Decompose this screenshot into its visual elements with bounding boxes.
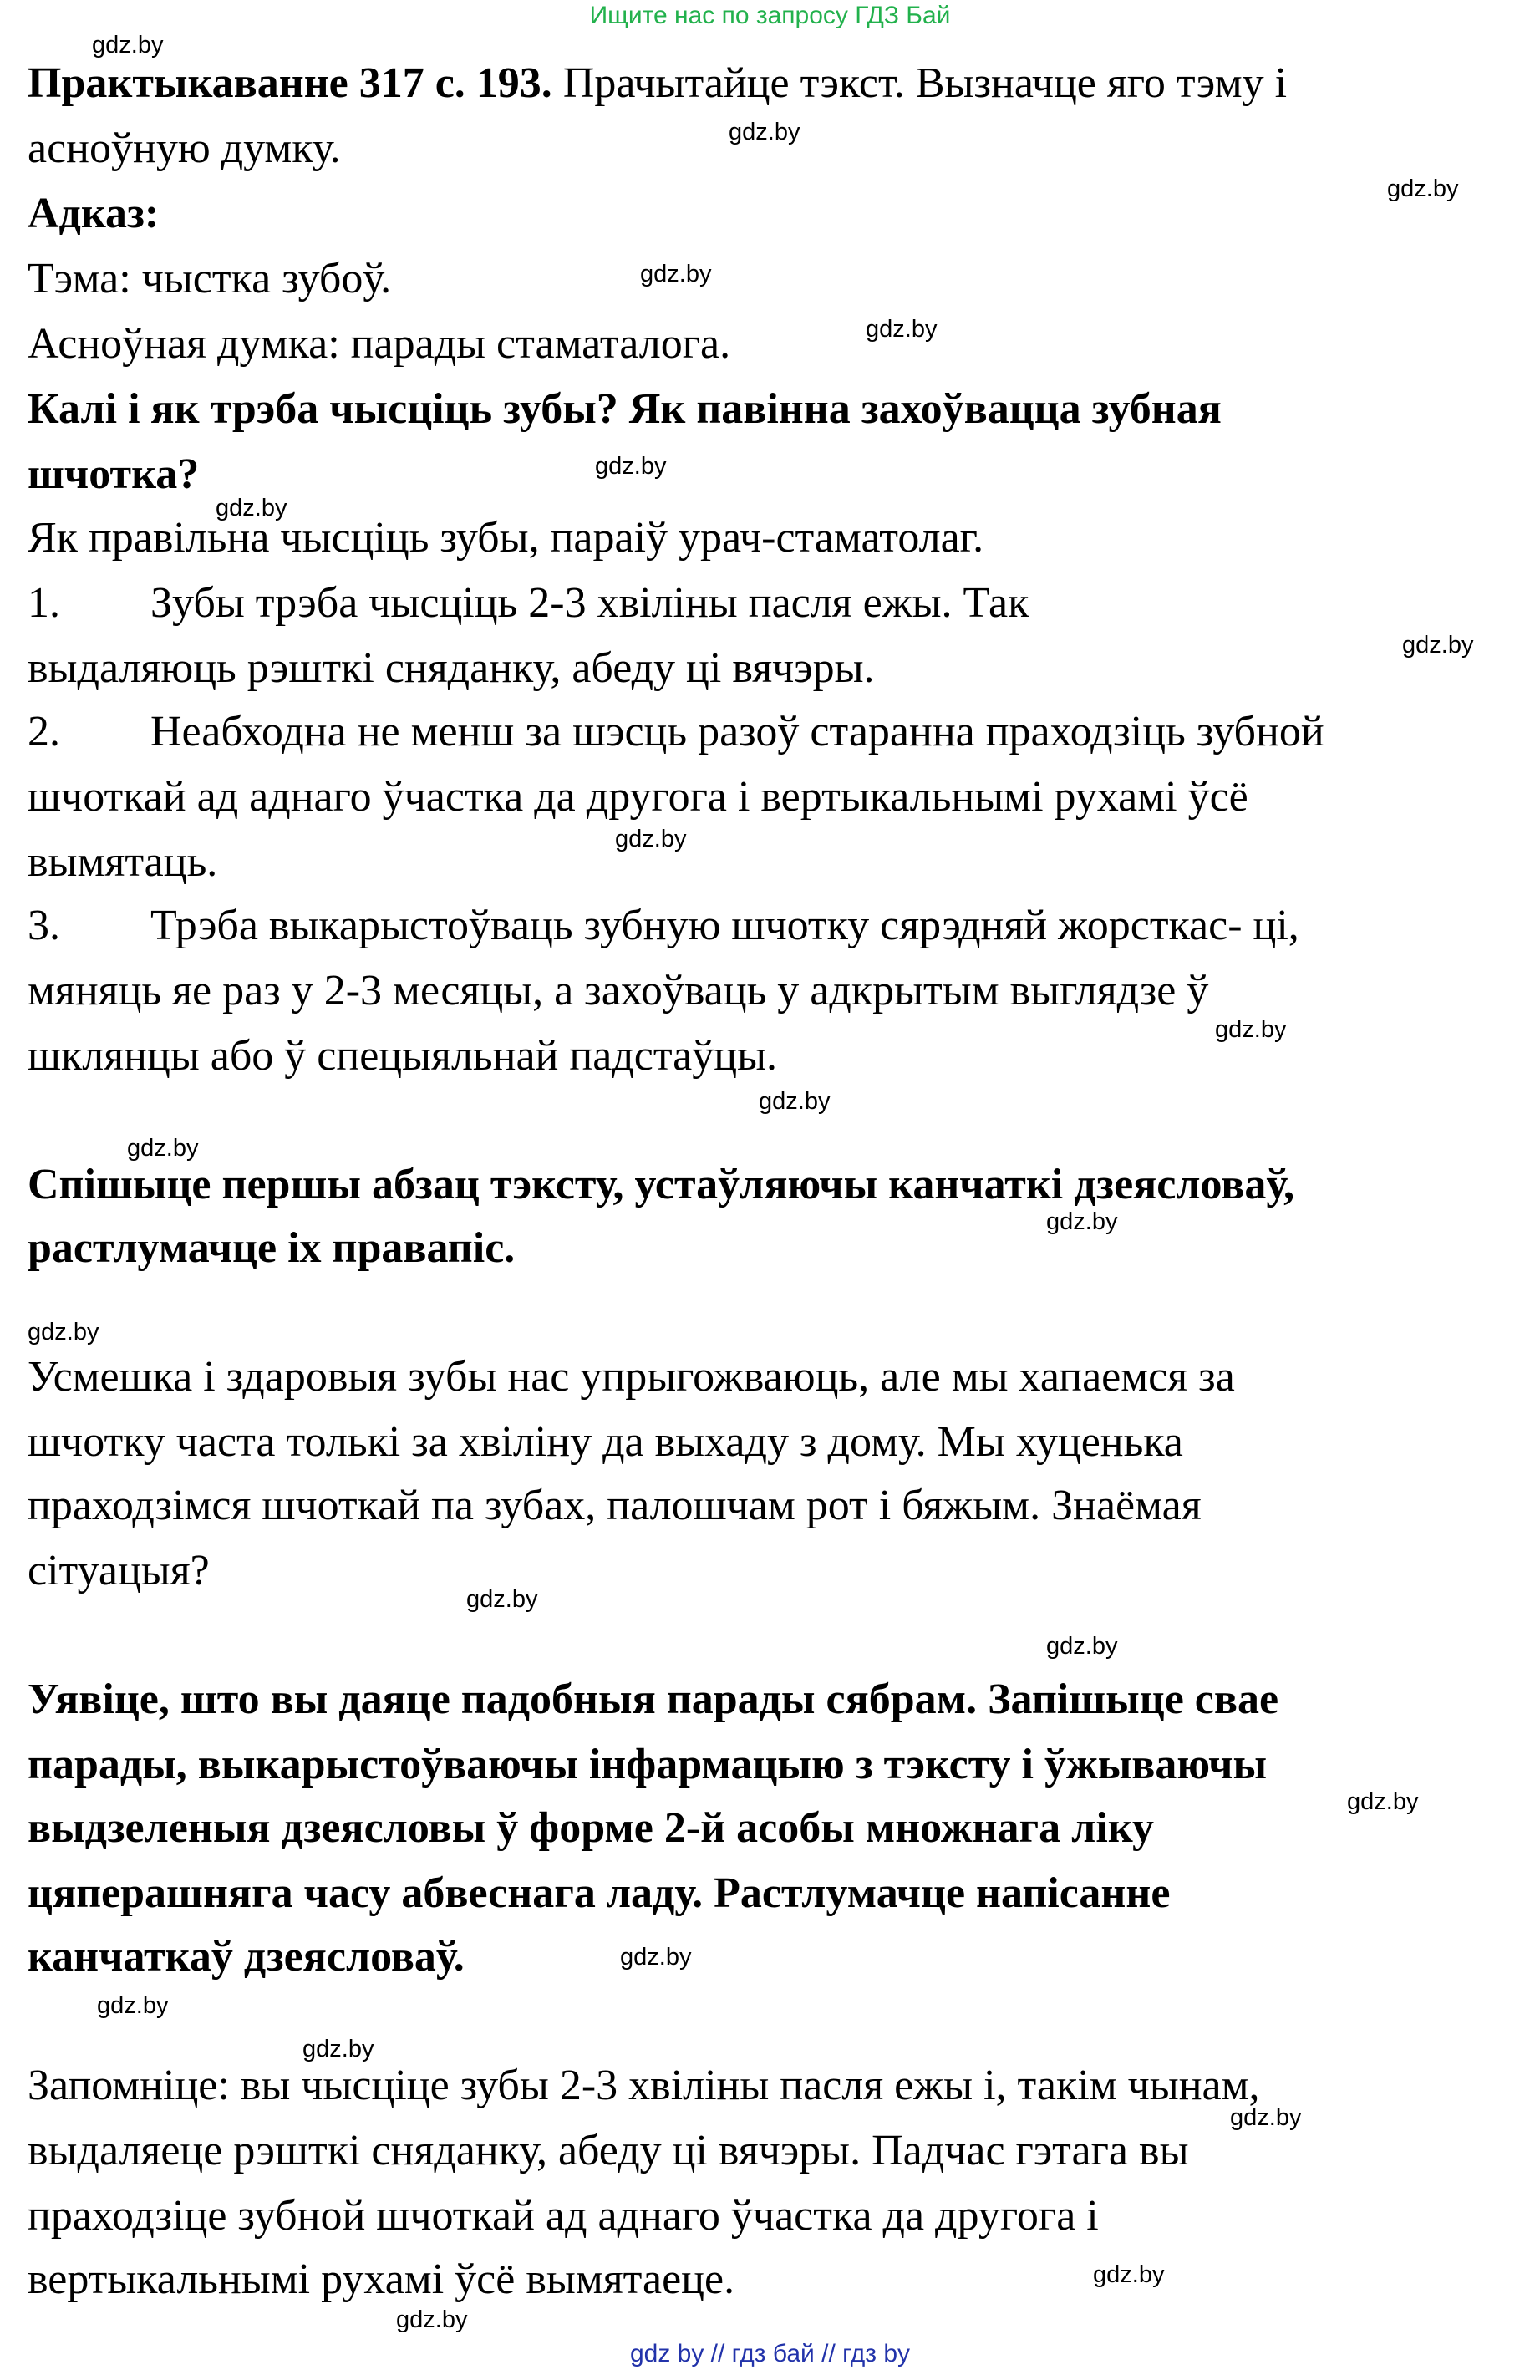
paragraph2-line-1: Запомніце: вы чысціце зубы 2-3 хвіліны пасля ежы і, такім чынам, bbox=[28, 2062, 1260, 2109]
watermark: gdz.by bbox=[1347, 1788, 1419, 1815]
watermark: gdz.by bbox=[216, 495, 287, 521]
main-idea-line: Асноўная думка: парады стаматалога. bbox=[28, 320, 731, 368]
item-2-number: 2. bbox=[28, 708, 60, 755]
watermark: gdz.by bbox=[729, 119, 800, 145]
task-text-2: асноўную думку. bbox=[28, 125, 341, 172]
paragraph1-line-1: Усмешка і здаровыя зубы нас упрыгожваюць, але мы хапаемся за bbox=[28, 1353, 1235, 1401]
watermark: gdz.by bbox=[1215, 1016, 1287, 1043]
task3-line-1: Уявіце, што вы даяце падобныя парады сябрам. Запішыце свае bbox=[28, 1676, 1279, 1723]
task2-line-1: Спішыце першы абзац тэксту, устаўляючы канчаткі дзеясловаў, bbox=[28, 1161, 1295, 1208]
question-line-2: шчотка? bbox=[28, 450, 200, 498]
item-2-line-2: шчоткай ад аднаго ўчастка да другога і вертыкальнымі рухамі ўсё bbox=[28, 773, 1248, 821]
watermark: gdz.by bbox=[302, 2036, 374, 2062]
item-3-line-1 bbox=[28, 901, 1299, 951]
item-3-line-2: мяняць яе раз у 2-3 месяцы, а захоўваць у адкрытым выглядзе ў bbox=[28, 967, 1209, 1015]
theme-line: Тэма: чыстка зубоў. bbox=[28, 255, 392, 303]
top-banner: Ищите нас по запросу ГДЗ Бай bbox=[589, 2, 951, 29]
task-line-1 bbox=[28, 58, 1287, 109]
item-2-text-1: Неабходна не менш за шэсць разоў старанна праходзіць зубной bbox=[150, 708, 1324, 755]
task-text-1: Прачытайце тэкст. Вызначце яго тэму і bbox=[551, 59, 1288, 107]
watermark: gdz.by bbox=[1402, 632, 1474, 659]
paragraph2-line-3: праходзіце зубной шчоткай ад аднаго ўчастка да другога і bbox=[28, 2192, 1099, 2240]
item-1-number: 1. bbox=[28, 579, 60, 627]
item-1-line-1 bbox=[28, 578, 1029, 628]
watermark: gdz.by bbox=[92, 32, 164, 58]
paragraph2-line-4: вертыкальнымі рухамі ўсё вымятаеце. bbox=[28, 2255, 735, 2303]
task3-line-3: выдзеленыя дзеясловы ў форме 2-й асобы множнага ліку bbox=[28, 1804, 1155, 1852]
item-2-line-1 bbox=[28, 707, 1324, 757]
item-3-number: 3. bbox=[28, 902, 60, 949]
watermark: gdz.by bbox=[127, 1135, 199, 1162]
question-line-1: Калі і як трэба чысціць зубы? Як павінна захоўвацца зубная bbox=[28, 385, 1222, 433]
task2-line-2: растлумачце іх правапіс. bbox=[28, 1224, 516, 1272]
watermark: gdz.by bbox=[1093, 2261, 1165, 2288]
paragraph2-line-2: выдаляеце рэшткі сняданку, абеду ці вячэры. Падчас гэтага вы bbox=[28, 2127, 1189, 2174]
item-1-line-2: выдаляюць рэшткі сняданку, абеду ці вячэры. bbox=[28, 644, 875, 692]
watermark: gdz.by bbox=[1230, 2104, 1302, 2131]
watermark: gdz.by bbox=[396, 2306, 468, 2333]
paragraph1-line-2: шчотку часта толькі за хвіліну да выхаду з дому. Мы хуценька bbox=[28, 1418, 1183, 1466]
paragraph1-line-4: сітуацыя? bbox=[28, 1547, 210, 1594]
bottom-banner: gdz by // гдз бай // гдз by bbox=[629, 2340, 911, 2367]
watermark: gdz.by bbox=[595, 453, 667, 480]
watermark: gdz.by bbox=[1387, 175, 1459, 202]
item-2-line-3: вымятаць. bbox=[28, 838, 218, 886]
watermark: gdz.by bbox=[640, 261, 712, 287]
watermark: gdz.by bbox=[620, 1944, 692, 1971]
answer-label: Адказ: bbox=[28, 190, 160, 237]
intro-line: Як правільна чысціць зубы, параіў урач-стаматолаг. bbox=[28, 514, 984, 562]
task3-line-4: цяперашняга часу абвеснага ладу. Растлумачце напісанне bbox=[28, 1869, 1171, 1917]
item-3-line-3: шклянцы або ў спецыяльнай падстаўцы. bbox=[28, 1032, 778, 1080]
paragraph1-line-3: праходзімся шчоткай па зубах, палошчам рот і бяжым. Знаёмая bbox=[28, 1482, 1202, 1529]
watermark: gdz.by bbox=[28, 1319, 99, 1345]
watermark: gdz.by bbox=[1046, 1633, 1118, 1660]
watermark: gdz.by bbox=[1046, 1208, 1118, 1235]
watermark: gdz.by bbox=[466, 1586, 538, 1613]
watermark: gdz.by bbox=[97, 1992, 169, 2019]
item-3-text-1: Трэба выкарыстоўваць зубную шчотку сярэдняй жорсткас- ці, bbox=[150, 902, 1299, 949]
watermark: gdz.by bbox=[615, 826, 687, 852]
item-1-text-1: Зубы трэба чысціць 2-3 хвіліны пасля ежы. Так bbox=[150, 579, 1029, 627]
watermark: gdz.by bbox=[759, 1088, 831, 1115]
task3-line-5: канчаткаў дзеясловаў. bbox=[28, 1933, 465, 1981]
task3-line-2: парады, выкарыстоўваючы інфармацыю з тэксту і ўжываючы bbox=[28, 1741, 1268, 1788]
task-label: Практыкаванне 317 с. 193. bbox=[28, 59, 552, 107]
watermark: gdz.by bbox=[866, 316, 938, 343]
